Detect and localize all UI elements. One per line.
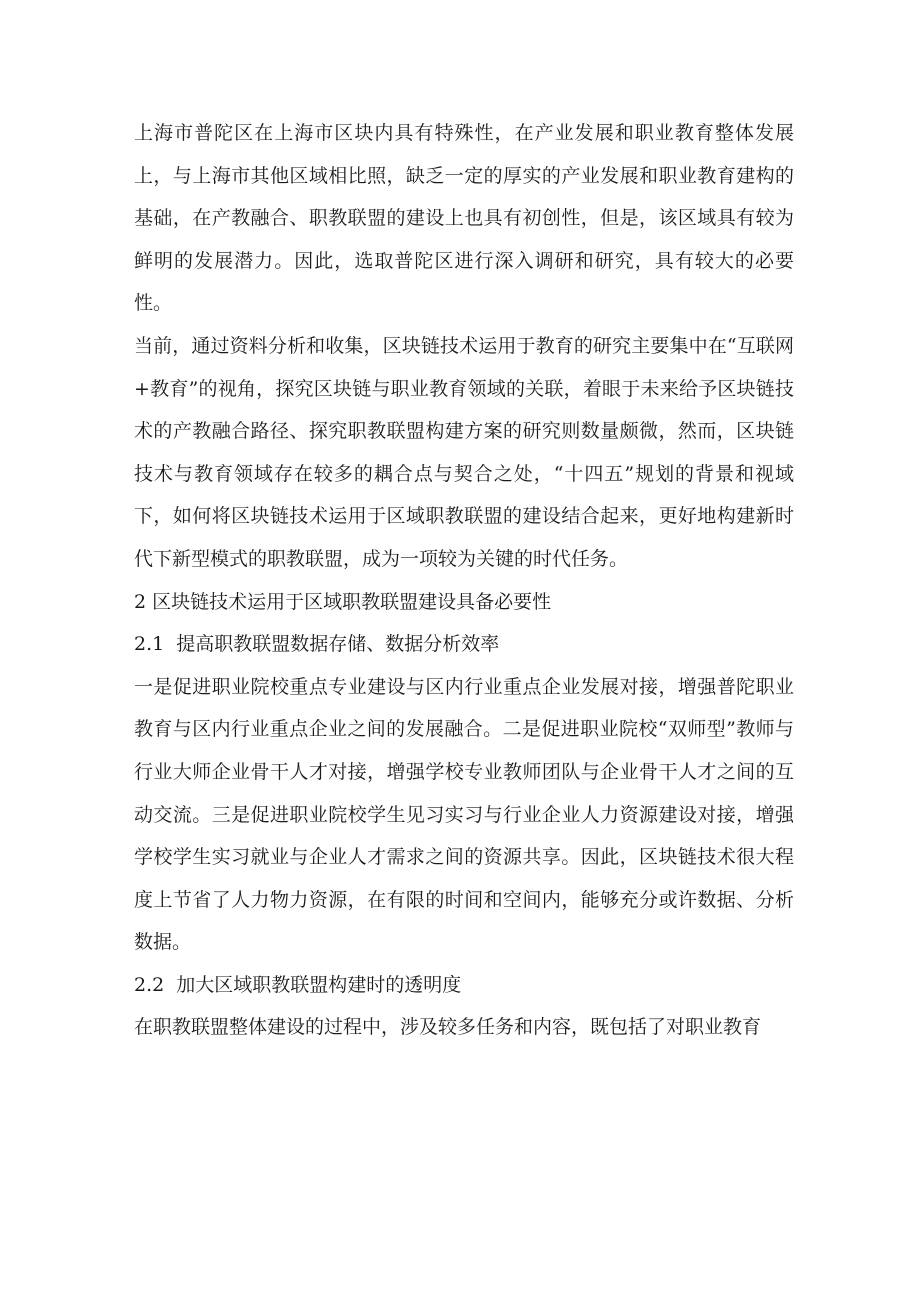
subsection-heading-2-1: 2.1 提高职教联盟数据存储、数据分析效率	[134, 633, 500, 656]
paragraph-research-status: 当前，通过资料分析和收集，区块链技术运用于教育的研究主要集中在“互联网+教育”的视角，探究区块链与职业教育领域的关联，着眼于未来给予区块链技术的产教融合路径、探究职教联盟构建方案的研究则数量颇微，然而，区块链技术与教育领域存在较多的耦合点与契合之处，“十四五”规划的背景和视域下，如何将区块链技术运用于区域职教联盟的建设结合起来，更好地构建新时代下新型模式的职教联盟，成为一项较为关键的时代任务。	[134, 334, 794, 570]
paragraph-putuo-district: 上海市普陀区在上海市区块内具有特殊性，在产业发展和职业教育整体发展上，与上海市其他区域相比照，缺乏一定的厚实的产业发展和职业教育建构的基础，在产教融合、职教联盟的建设上也具有初创性，但是，该区域具有较为鲜明的发展潜力。因此，选取普陀区进行深入调研和研究，具有较大的必要性。	[134, 122, 794, 315]
section-heading-2: 2 区块链技术运用于区域职教联盟建设具备必要性	[134, 590, 552, 613]
document-page	[134, 112, 794, 1049]
paragraph-transparency: 在职教联盟整体建设的过程中，涉及较多任务和内容，既包括了对职业教育	[134, 1016, 762, 1039]
paragraph-data-efficiency: 一是促进职业院校重点专业建设与区内行业重点企业发展对接，增强普陀职业教育与区内行业重点企业之间的发展融合。二是促进职业院校“双师型”教师与行业大师企业骨干人才对接，增强学校专业教师团队与企业骨干人才之间的互动交流。三是促进职业院校学生见习实习与行业企业人力资源建设对接，增强学校学生实习就业与企业人才需求之间的资源共享。因此，区块链技术很大程度上节省了人力物力资源，在有限的时间和空间内，能够充分或许数据、分析数据。	[134, 675, 794, 954]
subsection-heading-2-2: 2.2 加大区域职教联盟构建时的透明度	[134, 973, 462, 996]
